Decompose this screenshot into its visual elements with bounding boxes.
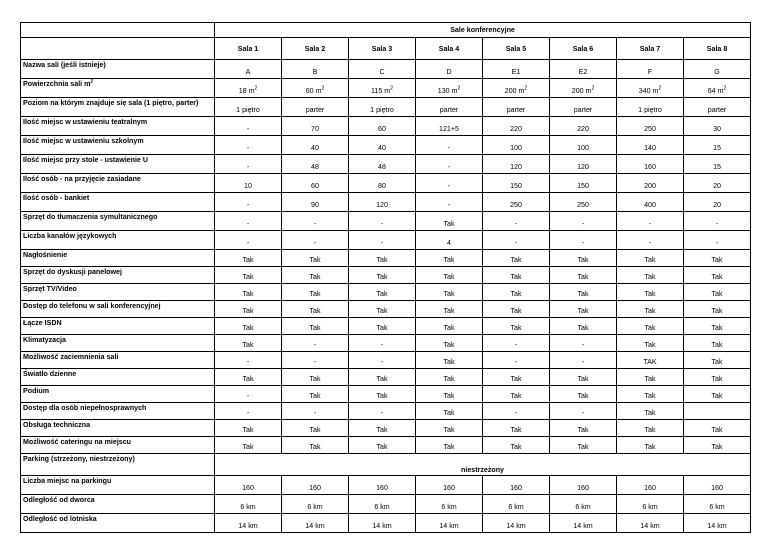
parking-label: Parking (strzeżony, niestrzeżony)	[21, 454, 215, 476]
row-label: Odległość od dworca	[21, 495, 215, 514]
row-value: Tak	[617, 420, 684, 437]
row-label: Obsługa techniczna	[21, 420, 215, 437]
table-row	[21, 335, 751, 352]
row-value: parter	[550, 98, 617, 117]
row-value: 10	[215, 174, 282, 193]
row-value: Tak	[617, 437, 684, 454]
row-value: Tak	[416, 403, 483, 420]
hall-header: Sala 5	[483, 38, 550, 60]
row-value: 48	[349, 155, 416, 174]
row-value: Tak	[617, 369, 684, 386]
title-row	[21, 23, 751, 38]
row-value: 70	[282, 117, 349, 136]
row-value: 220	[550, 117, 617, 136]
row-value: Tak	[215, 369, 282, 386]
row-value: D	[416, 60, 483, 79]
row-label: Ilość miejsc w ustawieniu szkolnym	[21, 136, 215, 155]
row-value: Tak	[349, 318, 416, 335]
row-value: 140	[617, 136, 684, 155]
row-value: Tak	[282, 284, 349, 301]
row-value: 6 km	[550, 495, 617, 514]
row-value: 120	[483, 155, 550, 174]
hall-header: Sala 4	[416, 38, 483, 60]
row-value: Tak	[684, 420, 751, 437]
row-value: Tak	[282, 386, 349, 403]
row-value: 80	[349, 174, 416, 193]
row-value: E2	[550, 60, 617, 79]
row-value: -	[617, 212, 684, 231]
row-value: -	[349, 352, 416, 369]
row-value: 160	[282, 476, 349, 495]
row-value: Tak	[483, 318, 550, 335]
row-value: 6 km	[617, 495, 684, 514]
row-value: Tak	[215, 335, 282, 352]
table-row	[21, 318, 751, 335]
row-value: 40	[349, 136, 416, 155]
row-value: 14 km	[483, 514, 550, 533]
row-value: 250	[617, 117, 684, 136]
row-value: Tak	[617, 250, 684, 267]
row-value: Tak	[684, 301, 751, 318]
row-label: Sprzęt TV/Video	[21, 284, 215, 301]
row-value: 220	[483, 117, 550, 136]
row-value: Tak	[483, 250, 550, 267]
row-value: parter	[416, 98, 483, 117]
row-value: Tak	[684, 250, 751, 267]
table-title: Sale konferencyjne	[215, 23, 751, 38]
row-value: -	[215, 231, 282, 250]
table-row	[21, 117, 751, 136]
row-value: Tak	[416, 386, 483, 403]
row-value: Tak	[349, 420, 416, 437]
table-row	[21, 301, 751, 318]
row-value: -	[215, 193, 282, 212]
row-value: -	[483, 352, 550, 369]
row-value: Tak	[349, 284, 416, 301]
row-value: Tak	[349, 369, 416, 386]
table-row	[21, 174, 751, 193]
row-value: 6 km	[416, 495, 483, 514]
row-value: 20	[684, 193, 751, 212]
row-value: Tak	[215, 420, 282, 437]
table-row	[21, 476, 751, 495]
row-value: 160	[617, 476, 684, 495]
row-label: Podium	[21, 386, 215, 403]
header-corner-cell	[21, 38, 215, 60]
row-value: Tak	[550, 318, 617, 335]
row-value: 121+5	[416, 117, 483, 136]
row-value: -	[215, 155, 282, 174]
row-value: Tak	[550, 437, 617, 454]
row-value: 150	[483, 174, 550, 193]
row-value: Tak	[215, 284, 282, 301]
row-value: Tak	[416, 267, 483, 284]
row-value: 340 $m^2$	[617, 79, 684, 98]
row-value: Tak	[282, 301, 349, 318]
hall-header: Sala 3	[349, 38, 416, 60]
row-value: Tak	[215, 301, 282, 318]
row-value: Tak	[349, 386, 416, 403]
table-row	[21, 79, 751, 98]
row-value: Tak	[617, 267, 684, 284]
conference-halls-document	[20, 22, 750, 533]
row-value: 200 $m^2$	[483, 79, 550, 98]
row-label: Liczba miejsc na parkingu	[21, 476, 215, 495]
row-value: 100	[483, 136, 550, 155]
row-value: Tak	[684, 318, 751, 335]
hall-header: Sala 6	[550, 38, 617, 60]
row-label: Ilość miejsc w ustawieniu teatralnym	[21, 117, 215, 136]
row-value: 130 $m^2$	[416, 79, 483, 98]
row-value: Tak	[483, 386, 550, 403]
row-value: 400	[617, 193, 684, 212]
row-value: -	[550, 352, 617, 369]
row-value: E1	[483, 60, 550, 79]
conference-halls-table	[20, 22, 751, 533]
row-value: Tak	[550, 386, 617, 403]
row-label: Odległość od lotniska	[21, 514, 215, 533]
row-value: Tak	[684, 352, 751, 369]
hall-header: Sala 1	[215, 38, 282, 60]
row-value: 160	[684, 476, 751, 495]
row-value: Tak	[684, 437, 751, 454]
row-value: Tak	[684, 369, 751, 386]
parking-row	[21, 454, 751, 476]
row-value: Tak	[416, 352, 483, 369]
row-value: 14 km	[215, 514, 282, 533]
row-value: 1 piętro	[215, 98, 282, 117]
table-row	[21, 514, 751, 533]
row-value: 6 km	[282, 495, 349, 514]
table-row	[21, 369, 751, 386]
row-value: -	[483, 231, 550, 250]
row-value: Tak	[282, 267, 349, 284]
row-value: 100	[550, 136, 617, 155]
row-value: 30	[684, 117, 751, 136]
row-value: 160	[416, 476, 483, 495]
row-value: Tak	[416, 301, 483, 318]
row-value: Tak	[349, 437, 416, 454]
row-value: Tak	[550, 267, 617, 284]
row-value: Tak	[282, 250, 349, 267]
table-row	[21, 437, 751, 454]
table-row	[21, 155, 751, 174]
table-row	[21, 352, 751, 369]
row-value: Tak	[483, 437, 550, 454]
row-label: Łącze ISDN	[21, 318, 215, 335]
parking-value: niestrzeżony	[215, 454, 751, 476]
row-value: Tak	[282, 318, 349, 335]
row-value: 60	[282, 174, 349, 193]
row-value: 200	[617, 174, 684, 193]
row-value: F	[617, 60, 684, 79]
row-value: Tak	[282, 420, 349, 437]
table-row	[21, 193, 751, 212]
row-label: Możliwość cateringu na miejscu	[21, 437, 215, 454]
row-value: 160	[550, 476, 617, 495]
row-label: Nazwa sali (jeśli istnieje)	[21, 60, 215, 79]
row-value: 14 km	[349, 514, 416, 533]
row-label: Sprzęt do dyskusji panelowej	[21, 267, 215, 284]
row-value: Tak	[215, 318, 282, 335]
row-value: Tak	[550, 301, 617, 318]
row-value: 90	[282, 193, 349, 212]
row-value: 40	[282, 136, 349, 155]
row-value: 18 $m^2$	[215, 79, 282, 98]
row-value: -	[282, 352, 349, 369]
row-value: parter	[282, 98, 349, 117]
row-value: -	[215, 136, 282, 155]
row-value: 14 km	[550, 514, 617, 533]
row-value: Tak	[684, 386, 751, 403]
row-value: 6 km	[215, 495, 282, 514]
row-value: 160	[349, 476, 416, 495]
row-label: Liczba kanałów językowych	[21, 231, 215, 250]
row-value: 6 km	[483, 495, 550, 514]
row-value: Tak	[617, 403, 684, 420]
row-value: 20	[684, 174, 751, 193]
row-value: 115 $m^2$	[349, 79, 416, 98]
row-value: Tak	[349, 301, 416, 318]
row-value: Tak	[416, 250, 483, 267]
row-value: 250	[483, 193, 550, 212]
row-value: Tak	[483, 284, 550, 301]
table-row	[21, 267, 751, 284]
row-value: 64 $m^2$	[684, 79, 751, 98]
row-value: 14 km	[684, 514, 751, 533]
row-value: -	[483, 212, 550, 231]
table-row	[21, 212, 751, 231]
row-value: 60 $m^2$	[282, 79, 349, 98]
row-value: G	[684, 60, 751, 79]
row-value: -	[282, 212, 349, 231]
row-label: Możliwość zaciemnienia sali	[21, 352, 215, 369]
row-value: 6 km	[349, 495, 416, 514]
row-value: A	[215, 60, 282, 79]
row-value: 1 piętro	[617, 98, 684, 117]
row-value: Tak	[483, 301, 550, 318]
table-row	[21, 98, 751, 117]
row-value: Tak	[416, 369, 483, 386]
row-label: Poziom na którym znajduje się sala (1 piętro, parter)	[21, 98, 215, 117]
row-value: 14 km	[617, 514, 684, 533]
row-value: -	[550, 231, 617, 250]
row-value: Tak	[215, 267, 282, 284]
table-row	[21, 420, 751, 437]
row-value: Tak	[483, 420, 550, 437]
row-value: Tak	[550, 369, 617, 386]
row-value: -	[282, 403, 349, 420]
row-label: Ilość osób - bankiet	[21, 193, 215, 212]
table-row	[21, 284, 751, 301]
row-value: -	[550, 212, 617, 231]
hall-header: Sala 7	[617, 38, 684, 60]
row-value: -	[349, 335, 416, 352]
corner-cell	[21, 23, 215, 38]
row-label: Klimatyzacja	[21, 335, 215, 352]
header-row	[21, 38, 751, 60]
row-value: -	[416, 136, 483, 155]
row-value: Tak	[282, 437, 349, 454]
table-row	[21, 403, 751, 420]
row-value: Tak	[349, 267, 416, 284]
row-value: 14 km	[282, 514, 349, 533]
row-value: -	[349, 212, 416, 231]
row-value: 48	[282, 155, 349, 174]
row-value: -	[282, 231, 349, 250]
row-value: Tak	[215, 437, 282, 454]
row-value: Tak	[416, 212, 483, 231]
row-value: Tak	[483, 267, 550, 284]
table-row	[21, 250, 751, 267]
row-value: -	[215, 212, 282, 231]
row-value: Tak	[215, 250, 282, 267]
row-value: 200 $m^2$	[550, 79, 617, 98]
row-value: -	[215, 117, 282, 136]
row-value: -	[215, 403, 282, 420]
row-value: -	[550, 335, 617, 352]
row-value: 1 piętro	[349, 98, 416, 117]
row-value: Tak	[617, 284, 684, 301]
row-value: Tak	[617, 335, 684, 352]
row-value: Tak	[416, 437, 483, 454]
row-value: 15	[684, 136, 751, 155]
hall-header: Sala 2	[282, 38, 349, 60]
row-value: -	[282, 335, 349, 352]
row-value: 160	[215, 476, 282, 495]
table-row	[21, 386, 751, 403]
row-value: C	[349, 60, 416, 79]
row-value: 150	[550, 174, 617, 193]
row-value: 60	[349, 117, 416, 136]
row-label: Światło dzienne	[21, 369, 215, 386]
row-value: 15	[684, 155, 751, 174]
row-value: -	[349, 231, 416, 250]
row-value: Tak	[416, 335, 483, 352]
row-value: Tak	[617, 386, 684, 403]
row-label: Sprzęt do tłumaczenia symultanicznego	[21, 212, 215, 231]
row-value: -	[416, 174, 483, 193]
row-value: Tak	[416, 284, 483, 301]
row-value: B	[282, 60, 349, 79]
row-value: Tak	[550, 250, 617, 267]
row-label: Powierzchnia sali $m^2$	[21, 79, 215, 98]
row-value: 4	[416, 231, 483, 250]
row-value: -	[617, 231, 684, 250]
row-value: parter	[483, 98, 550, 117]
row-value: -	[483, 335, 550, 352]
row-value: Tak	[550, 284, 617, 301]
row-value: Tak	[483, 369, 550, 386]
row-label: Nagłośnienie	[21, 250, 215, 267]
row-value: -	[684, 212, 751, 231]
row-value: 160	[483, 476, 550, 495]
row-value: Tak	[684, 267, 751, 284]
table-row	[21, 231, 751, 250]
row-value: Tak	[617, 318, 684, 335]
row-value: -	[349, 403, 416, 420]
row-value: 250	[550, 193, 617, 212]
row-value: 6 km	[684, 495, 751, 514]
row-value: Tak	[416, 318, 483, 335]
row-label: Dostęp do telefonu w sali konferencyjnej	[21, 301, 215, 318]
row-value: -	[550, 403, 617, 420]
row-value: -	[416, 155, 483, 174]
row-label: Dostęp dla osób niepełnosprawnych	[21, 403, 215, 420]
row-value: -	[215, 386, 282, 403]
row-value: -	[215, 352, 282, 369]
row-label: Ilość miejsc przy stole - ustawienie U	[21, 155, 215, 174]
row-value: Tak	[550, 420, 617, 437]
row-value	[684, 403, 751, 420]
row-value: 120	[349, 193, 416, 212]
row-value: parter	[684, 98, 751, 117]
row-value: Tak	[349, 250, 416, 267]
row-value: TAK	[617, 352, 684, 369]
row-value: Tak	[684, 335, 751, 352]
row-value: -	[483, 403, 550, 420]
table-row	[21, 136, 751, 155]
row-value: 120	[550, 155, 617, 174]
row-value: 160	[617, 155, 684, 174]
table-row	[21, 60, 751, 79]
row-label: Ilość osób - na przyjęcie zasiadane	[21, 174, 215, 193]
table-row	[21, 495, 751, 514]
row-value: Tak	[282, 369, 349, 386]
row-value: Tak	[684, 284, 751, 301]
row-value: Tak	[617, 301, 684, 318]
row-value: Tak	[416, 420, 483, 437]
row-value: -	[416, 193, 483, 212]
hall-header: Sala 8	[684, 38, 751, 60]
row-value: 14 km	[416, 514, 483, 533]
row-value: -	[684, 231, 751, 250]
